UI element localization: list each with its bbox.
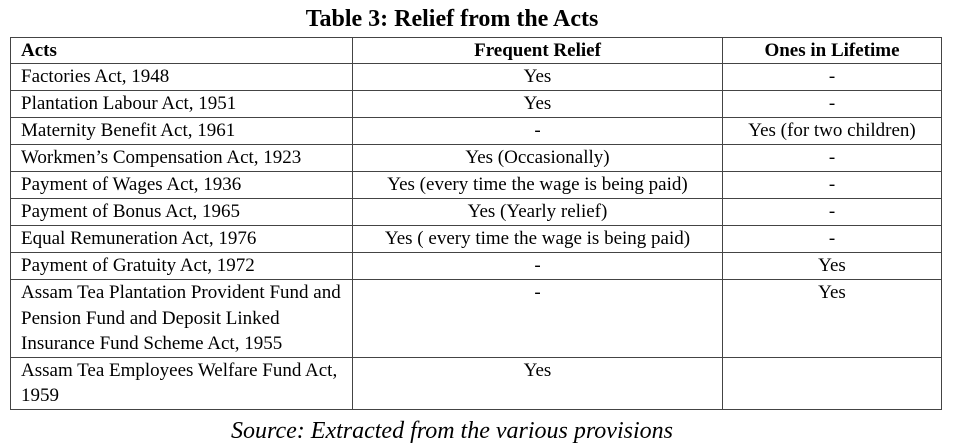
lifetime-cell xyxy=(723,357,942,409)
table-row xyxy=(11,226,942,253)
lifetime-cell: Yes xyxy=(723,280,942,358)
lifetime-cell: - xyxy=(723,226,942,253)
table-title: Table 3: Relief from the Acts xyxy=(305,6,599,32)
act-name: Equal Remuneration Act, 1976 xyxy=(11,226,353,253)
table-row xyxy=(11,199,942,226)
lifetime-cell: - xyxy=(723,199,942,226)
header-row xyxy=(11,38,942,64)
lifetime-cell: Yes (for two children) xyxy=(723,118,942,145)
lifetime-cell: - xyxy=(723,64,942,91)
frequent-relief-cell: Yes ( every time the wage is being paid) xyxy=(353,226,723,253)
frequent-relief-cell: Yes xyxy=(353,357,723,409)
header-frequent-relief: Frequent Relief xyxy=(353,38,723,64)
table-row xyxy=(11,145,942,172)
lifetime-cell: Yes xyxy=(723,253,942,280)
frequent-relief-cell: Yes (Occasionally) xyxy=(353,145,723,172)
table-row xyxy=(11,357,942,409)
table-row xyxy=(11,118,942,145)
frequent-relief-cell: Yes xyxy=(353,91,723,118)
act-name: Workmen’s Compensation Act, 1923 xyxy=(11,145,353,172)
act-name: Assam Tea Employees Welfare Fund Act, 1959 xyxy=(11,357,353,409)
table-row xyxy=(11,253,942,280)
act-name: Maternity Benefit Act, 1961 xyxy=(11,118,353,145)
source-caption: Source: Extracted from the various provisions xyxy=(231,418,673,444)
frequent-relief-cell: Yes (every time the wage is being paid) xyxy=(353,172,723,199)
act-name: Plantation Labour Act, 1951 xyxy=(11,91,353,118)
frequent-relief-cell: - xyxy=(353,253,723,280)
frequent-relief-cell: Yes (Yearly relief) xyxy=(353,199,723,226)
frequent-relief-cell: - xyxy=(353,280,723,358)
header-ones-in-lifetime: Ones in Lifetime xyxy=(723,38,942,64)
table-row xyxy=(11,91,942,118)
table-row xyxy=(11,280,942,358)
act-name: Payment of Gratuity Act, 1972 xyxy=(11,253,353,280)
act-name: Factories Act, 1948 xyxy=(11,64,353,91)
frequent-relief-cell: - xyxy=(353,118,723,145)
frequent-relief-cell: Yes xyxy=(353,64,723,91)
table-row xyxy=(11,172,942,199)
act-name: Payment of Bonus Act, 1965 xyxy=(11,199,353,226)
act-name: Payment of Wages Act, 1936 xyxy=(11,172,353,199)
header-acts: Acts xyxy=(11,38,353,64)
act-name: Assam Tea Plantation Provident Fund and Pension Fund and Deposit Linked Insurance Fund Scheme Act, 1955 xyxy=(11,280,353,358)
lifetime-cell: - xyxy=(723,172,942,199)
lifetime-cell: - xyxy=(723,91,942,118)
table-row xyxy=(11,64,942,91)
relief-table xyxy=(10,37,942,410)
lifetime-cell: - xyxy=(723,145,942,172)
